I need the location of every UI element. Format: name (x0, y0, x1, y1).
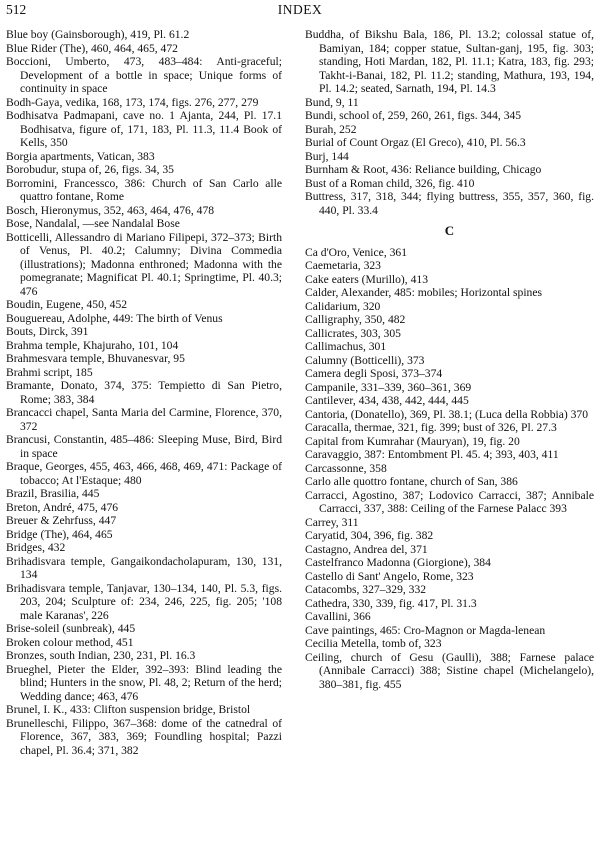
index-entry: Brueghel, Pieter the Elder, 392–393: Blind leading the blind; Hunters in the snow, Pl. 48, 2; Return of the herd; Wedding dance; 463, 476 (6, 662, 282, 703)
index-entry: Cecilia Metella, tomb of, 323 (305, 637, 442, 650)
index-entry: Burnham & Root, 436: Reliance building, Chicago (305, 163, 542, 176)
index-entry: Caracalla, thermae, 321, fig. 399; bust of 326, Pl. 27.3 (305, 421, 557, 434)
index-entry: Brahmi script, 185 (6, 365, 93, 379)
index-entry: Catacombs, 327–329, 332 (305, 583, 427, 596)
index-entry: Carcassonne, 358 (305, 461, 387, 475)
index-entry: Cantilever, 434, 438, 442, 444, 445 (305, 394, 469, 407)
index-entry: Bodh-Gaya, vedika, 168, 173, 174, figs. 276, 277, 279 (6, 95, 259, 109)
index-entry: Breuer & Zehrfuss, 447 (6, 514, 117, 527)
index-entry: Brunel, I. K., 433: Clifton suspension bridge, Bristol (6, 703, 251, 716)
index-entry: Bridges, 432 (6, 541, 66, 554)
index-entry: Borobudur, stupa of, 26, figs. 34, 35 (6, 163, 174, 176)
index-entry: Cave paintings, 465: Cro-Magnon or Magda-lenean (305, 623, 546, 637)
index-entry: Carlo alle quottro fontane, church of San, 386 (305, 475, 518, 488)
index-entry: Broken colour method, 451 (6, 635, 134, 649)
index-entry: Bodhisatva Padmapani, cave no. 1 Ajanta, 244, Pl. 17.1 Bodhisatva, figure of, 171, 183, Pl. 11.3, 11.4 Book of Kells, 350 (6, 109, 282, 149)
right-c-entries (305, 246, 594, 692)
index-entry: Boudin, Eugene, 450, 452 (6, 298, 128, 311)
index-entry: Brahmesvara temple, Bhuvanesvar, 95 (6, 352, 185, 365)
index-entry: Cake eaters (Murillo), 413 (305, 272, 428, 286)
index-entry: Bosch, Hieronymus, 352, 463, 464, 476, 478 (6, 203, 215, 217)
index-entry: Bramante, Donato, 374, 375: Tempietto di San Pietro, Rome; 383, 384 (6, 379, 282, 406)
index-entry: Ceiling, church of Gesu (Gaulli), 388; Farnese palace (Annibale Carracci) 388; Sistine chapel (Michelangelo), 380–381, fig. 455 (305, 650, 594, 691)
index-entry: Castelfranco Madonna (Giorgione), 384 (305, 556, 491, 569)
index-entry: Borromini, Francessco, 386: Church of San Carlo alle quattro fontane, Rome (6, 176, 282, 203)
index-entry: Burah, 252 (305, 122, 357, 136)
index-entry: Boccioni, Umberto, 473, 483–484: Anti-graceful; Development of a bottle in space; Unique forms of continuity in space (6, 55, 282, 95)
index-entry: Brunelleschi, Filippo, 367–368: dome of the catnedral of Florence, 367, 383, 369; Foundling hospital; Pazzi chapel, Pl. 36.4; 371, 382 (6, 716, 282, 757)
index-entry: Caryatid, 304, 396, fig. 382 (305, 529, 434, 542)
index-entry: Castello di Sant' Angelo, Rome, 323 (305, 569, 474, 583)
index-entry: Calligraphy, 350, 482 (305, 313, 406, 326)
index-entry: Buttress, 317, 318, 344; flying buttress, 355, 357, 360, fig. 440, Pl. 33.4 (305, 190, 594, 217)
page-title: INDEX (277, 2, 323, 17)
index-entry: Buddha, of Bikshu Bala, 186, Pl. 13.2; colossal statue of, Bamiyan, 184; copper statue, Sultan-ganj, 195, fig. 303; standing, Hoti Mardan, 182, Pl. 11.1; Katra, 183, fig. 293; Takht-i-Banai, 182, Pl. 11.2; standing, Mathura, 193, 194, Pl. 14.2; seated, Sarnath, 194, Pl. 14.3 (305, 28, 594, 95)
index-entry: Carrey, 311 (305, 515, 359, 529)
index-entry: Borgia apartments, Vatican, 383 (6, 149, 155, 163)
index-entry: Bridge (The), 464, 465 (6, 527, 113, 541)
index-entry: Burj, 144 (305, 149, 349, 163)
index-entry: Blue boy (Gainsborough), 419, Pl. 61.2 (6, 28, 190, 41)
index-entry: Brazil, Brasilia, 445 (6, 487, 100, 500)
index-entry: Brancacci chapel, Santa Maria del Carmine, Florence, 370, 372 (6, 406, 282, 433)
index-entry: Cathedra, 330, 339, fig. 417, Pl. 31.3 (305, 596, 477, 610)
left-column (6, 28, 282, 757)
index-entry: Capital from Kumrahar (Mauryan), 19, fig. 20 (305, 434, 520, 448)
index-entry: Caemetaria, 323 (305, 259, 381, 272)
index-entry: Campanile, 331–339, 360–361, 369 (305, 380, 472, 394)
index-entry: Caravaggio, 387: Entombment Pl. 45. 4; 393, 403, 411 (305, 448, 559, 461)
index-entry: Bust of a Roman child, 326, fig. 410 (305, 176, 475, 190)
index-entry: Brise-soleil (sunbreak), 445 (6, 622, 136, 635)
index-entry: Cavallini, 366 (305, 610, 371, 623)
index-entry: Ca d'Oro, Venice, 361 (305, 245, 408, 259)
index-entry: Burial of Count Orgaz (El Greco), 410, Pl. 56.3 (305, 136, 526, 149)
index-entry: Bouguereau, Adolphe, 449: The birth of Venus (6, 311, 223, 325)
index-entry: Castagno, Andrea del, 371 (305, 542, 428, 556)
index-entry: Camera degli Sposi, 373–374 (305, 367, 443, 380)
index-entry: Bund, 9, 11 (305, 95, 359, 109)
index-entry: Calidarium, 320 (305, 299, 381, 313)
index-entry: Braque, Georges, 455, 463, 466, 468, 469, 471: Package of tobacco; At l'Estaque; 480 (6, 460, 282, 487)
index-entry: Cantoria, (Donatello), 369, Pl. 38.1; (Luca della Robbia) 370 (305, 407, 589, 421)
index-entry: Calder, Alexander, 485: mobiles; Horizontal spines (305, 286, 543, 299)
index-entry: Calumny (Botticelli), 373 (305, 353, 425, 367)
index-entry: Blue Rider (The), 460, 464, 465, 472 (6, 41, 178, 55)
page-number: 512 (6, 2, 27, 17)
section-letter: C (444, 223, 455, 238)
index-entry: Brahma temple, Khajuraho, 101, 104 (6, 338, 179, 352)
index-entry: Callicrates, 303, 305 (305, 326, 401, 340)
index-entry: Brihadisvara temple, Tanjavar, 130–134, 140, Pl. 5.3, figs. 203, 204; Sculpture of: 234, 246, 225, fig. 205; '108 male Karanas', 226 (6, 581, 282, 622)
index-entry: Callimachus, 301 (305, 340, 387, 353)
right-b-entries (305, 28, 594, 217)
right-column (305, 28, 594, 691)
index-entry: Bose, Nandalal, —see Nandalal Bose (6, 217, 180, 230)
index-entry: Bouts, Dirck, 391 (6, 325, 89, 338)
index-entry: Botticelli, Allessandro di Mariano Filipepi, 372–373; Birth of Venus, Pl. 40.2; Calumny; Divina Commedia (illustrations); Madonna enthroned; Madonna with the pomegranate; Magnificat Pl. 40.1; Springtime, Pl. 40.3; 476 (6, 230, 282, 298)
index-entry: Carracci, Agostino, 387; Lodovico Carracci, 387; Annibale Carracci, 337, 388: Ceiling of the Farnese Palacc 393 (305, 488, 594, 515)
index-entry: Bronzes, south Indian, 230, 231, Pl. 16.3 (6, 649, 196, 662)
index-entry: Brancusi, Constantin, 485–486: Sleeping Muse, Bird, Bird in space (6, 433, 282, 460)
index-entry: Brihadisvara temple, Gangaikondacholapuram, 130, 131, 134 (6, 554, 282, 581)
index-entry: Breton, André, 475, 476 (6, 500, 119, 514)
index-entry: Bundi, school of, 259, 260, 261, figs. 344, 345 (305, 109, 522, 122)
